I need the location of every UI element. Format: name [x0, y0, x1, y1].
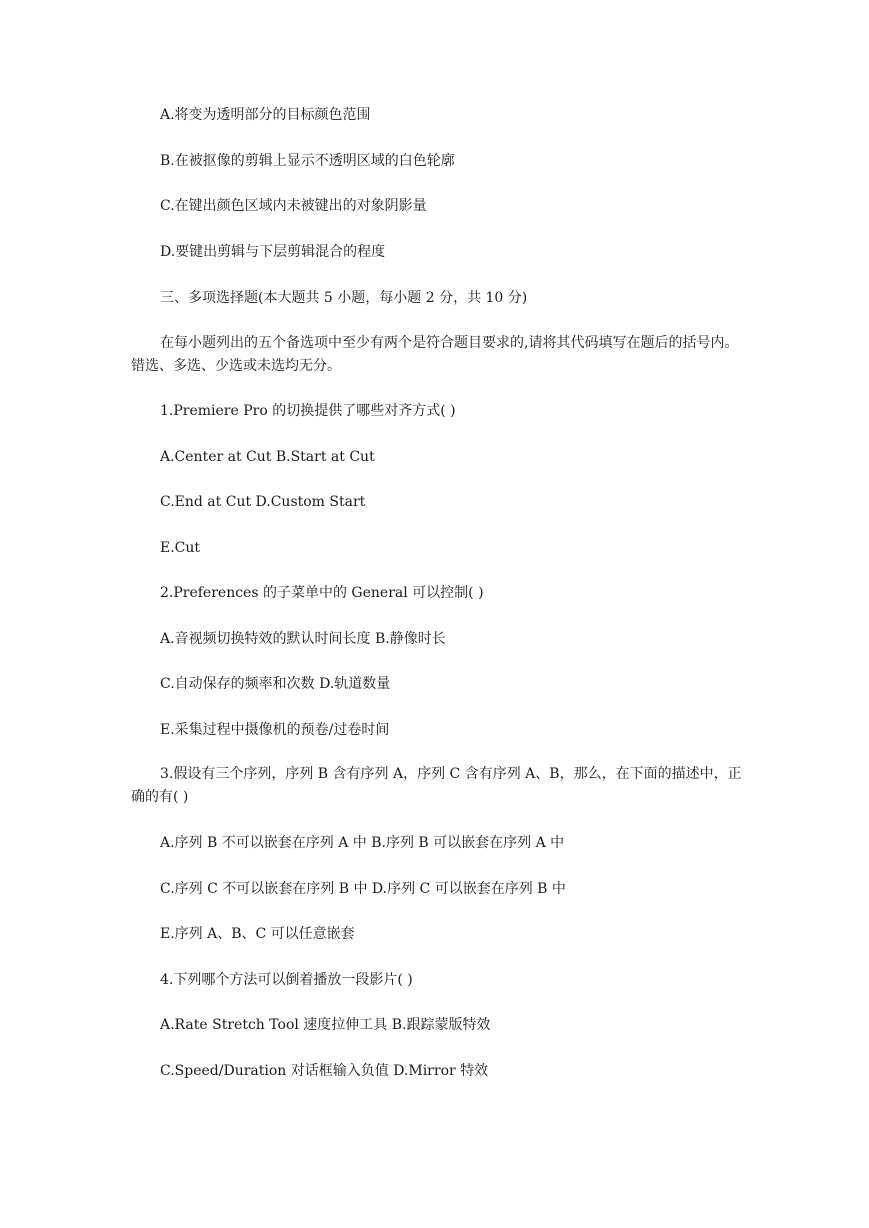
- question-1-option-cd: C.End at Cut D.Custom Start: [160, 494, 366, 510]
- option-b-prev: B.在被抠像的剪辑上显示不透明区域的白色轮廓: [160, 153, 455, 169]
- question-1-option-e: E.Cut: [160, 540, 201, 556]
- question-3-option-ab: A.序列 B 不可以嵌套在序列 A 中 B.序列 B 可以嵌套在序列 A 中: [160, 835, 565, 851]
- option-c-prev: C.在键出颜色区域内未被键出的对象阴影量: [160, 198, 427, 214]
- option-a-prev: A.将变为透明部分的目标颜色范围: [160, 107, 371, 123]
- question-4-option-ab: A.Rate Stretch Tool 速度拉伸工具 B.跟踪蒙版特效: [160, 1017, 491, 1033]
- question-1-option-ab: A.Center at Cut B.Start at Cut: [160, 449, 375, 465]
- question-2-option-cd: C.自动保存的频率和次数 D.轨道数量: [160, 676, 391, 692]
- option-d-prev: D.要键出剪辑与下层剪辑混合的程度: [160, 244, 386, 260]
- question-1-stem: 1.Premiere Pro 的切换提供了哪些对齐方式( ): [160, 403, 456, 419]
- question-3-option-e: E.序列 A、B、C 可以任意嵌套: [160, 926, 355, 942]
- question-4-stem: 4.下列哪个方法可以倒着播放一段影片( ): [160, 972, 413, 988]
- question-3-stem: 3.假设有三个序列，序列 B 含有序列 A，序列 C 含有序列 A、B，那么，在下面的描述中，正确的有( ): [131, 766, 742, 805]
- question-3-option-cd: C.序列 C 不可以嵌套在序列 B 中 D.序列 C 可以嵌套在序列 B 中: [160, 881, 566, 897]
- section-instructions: 在每小题列出的五个备选项中至少有两个是符合题目要求的,请将其代码填写在题后的括号内。错选、多选、少选或未选均无分。: [131, 335, 739, 374]
- question-2-stem: 2.Preferences 的子菜单中的 General 可以控制( ): [160, 585, 484, 601]
- question-2-option-ab: A.音视频切换特效的默认时间长度 B.静像时长: [160, 631, 446, 647]
- question-4-option-cd: C.Speed/Duration 对话框输入负值 D.Mirror 特效: [160, 1063, 489, 1079]
- question-2-option-e: E.采集过程中摄像机的预卷/过卷时间: [160, 722, 390, 738]
- section-heading: 三、多项选择题(本大题共 5 小题，每小题 2 分，共 10 分): [160, 290, 528, 306]
